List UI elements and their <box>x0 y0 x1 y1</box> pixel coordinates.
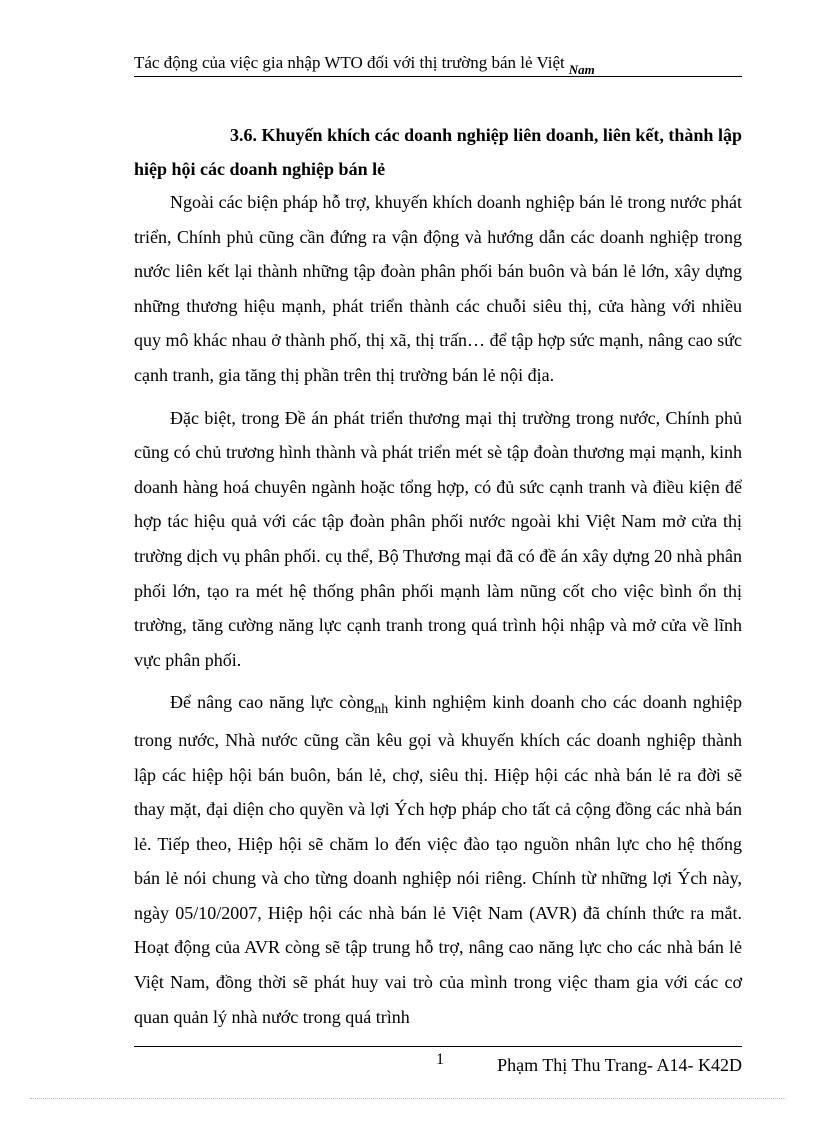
section-heading: 3.6. Khuyến khích các doanh nghiệp liên doanh, liên kết, thành lập hiệp hội các doanh nghiệp bán lẻ <box>134 125 742 179</box>
paragraph-3 <box>134 685 742 1034</box>
paragraph-3-rest: kinh nghiệm kinh doanh cho các doanh nghiệp trong nước, Nhà nước cũng cần kêu gọi và khuyến khích các doanh nghiệp thành lập các hiệp hội bán buôn, bán lẻ, chợ, siêu thị. Hiệp hội các nhà bán lẻ ra đời sẽ thay mặt, đại diện cho quyền và lợi Ých hợp pháp cho tất cả cộng đồng các nhà bán lẻ. Tiếp theo, Hiệp hội sẽ chăm lo đến việc đào tạo nguồn nhân lực cho hệ thống bán lẻ nói chung và cho từng doanh nghiệp nói riêng. Chính từ những lợi Ých này, ngày 05/10/2007, Hiệp hội các nhà bán lẻ Việt Nam (AVR) đã chính thức ra mắt. Hoạt động của AVR còng sẽ tập trung hỗ trợ, nâng cao năng lực cho các nhà bán lẻ Việt Nam, đồng thời sẽ phát huy vai trò của mình trong việc tham gia với các cơ quan quản lý nhà nước trong quá trình <box>134 692 742 1027</box>
page-header <box>134 50 742 77</box>
page-number: 1 <box>436 1051 444 1068</box>
paragraph-2: Đặc biệt, trong Đề án phát triển thương mại thị trường trong nước, Chính phủ cũng có chủ trương hình thành và phát triển mét sè tập đoàn thương mại mạnh, kinh doanh hàng hoá chuyên ngành hoặc tổng hợp, có đủ sức cạnh tranh và điều kiện để hợp tác hiệu quả với các tập đoàn phân phối nước ngoài khi Việt Nam mở cửa thị trường dịch vụ phân phối. cụ thể, Bộ Thương mại đã có đề án xây dựng 20 nhà phân phối lớn, tạo ra mét hệ thống phân phối mạnh làm nũng cốt cho việc bình ổn thị trường, tăng cường năng lực cạnh tranh trong quá trình hội nhập và mở cửa về lĩnh vực phân phối. <box>134 407 742 670</box>
paragraph-1: Ngoài các biện pháp hỗ trợ, khuyến khích doanh nghiệp bán lẻ trong nước phát triển, Chính phủ cũng cần đứng ra vận động và hướng dẫn các doanh nghiệp trong nước liên kết lại thành những tập đoàn phân phối bán buôn và bán lẻ lớn, xây dựng những thương hiệu mạnh, phát triển thành các chuỗi siêu thị, cửa hàng với nhiều quy mô khác nhau ở thành phố, thị xã, thị trấn… để tập hợp sức mạnh, nâng cao sức cạnh tranh, gia tăng thị phần trên thị trường bán lẻ nội địa. <box>134 192 742 385</box>
paragraph-3-start: Để nâng cao năng lực còng <box>170 692 375 713</box>
footer-author: Phạm Thị Thu Trang- A14- K42D <box>497 1055 742 1075</box>
page-bottom-border <box>30 1098 786 1099</box>
footer-rule <box>134 1046 742 1047</box>
body-text <box>134 185 742 1042</box>
paragraph-3-subscript: nh <box>374 702 389 718</box>
header-title: Tác động của việc gia nhập WTO đối với thị trường bán lẻ Việt <box>134 53 565 72</box>
header-title-tail: Nam <box>568 62 595 77</box>
